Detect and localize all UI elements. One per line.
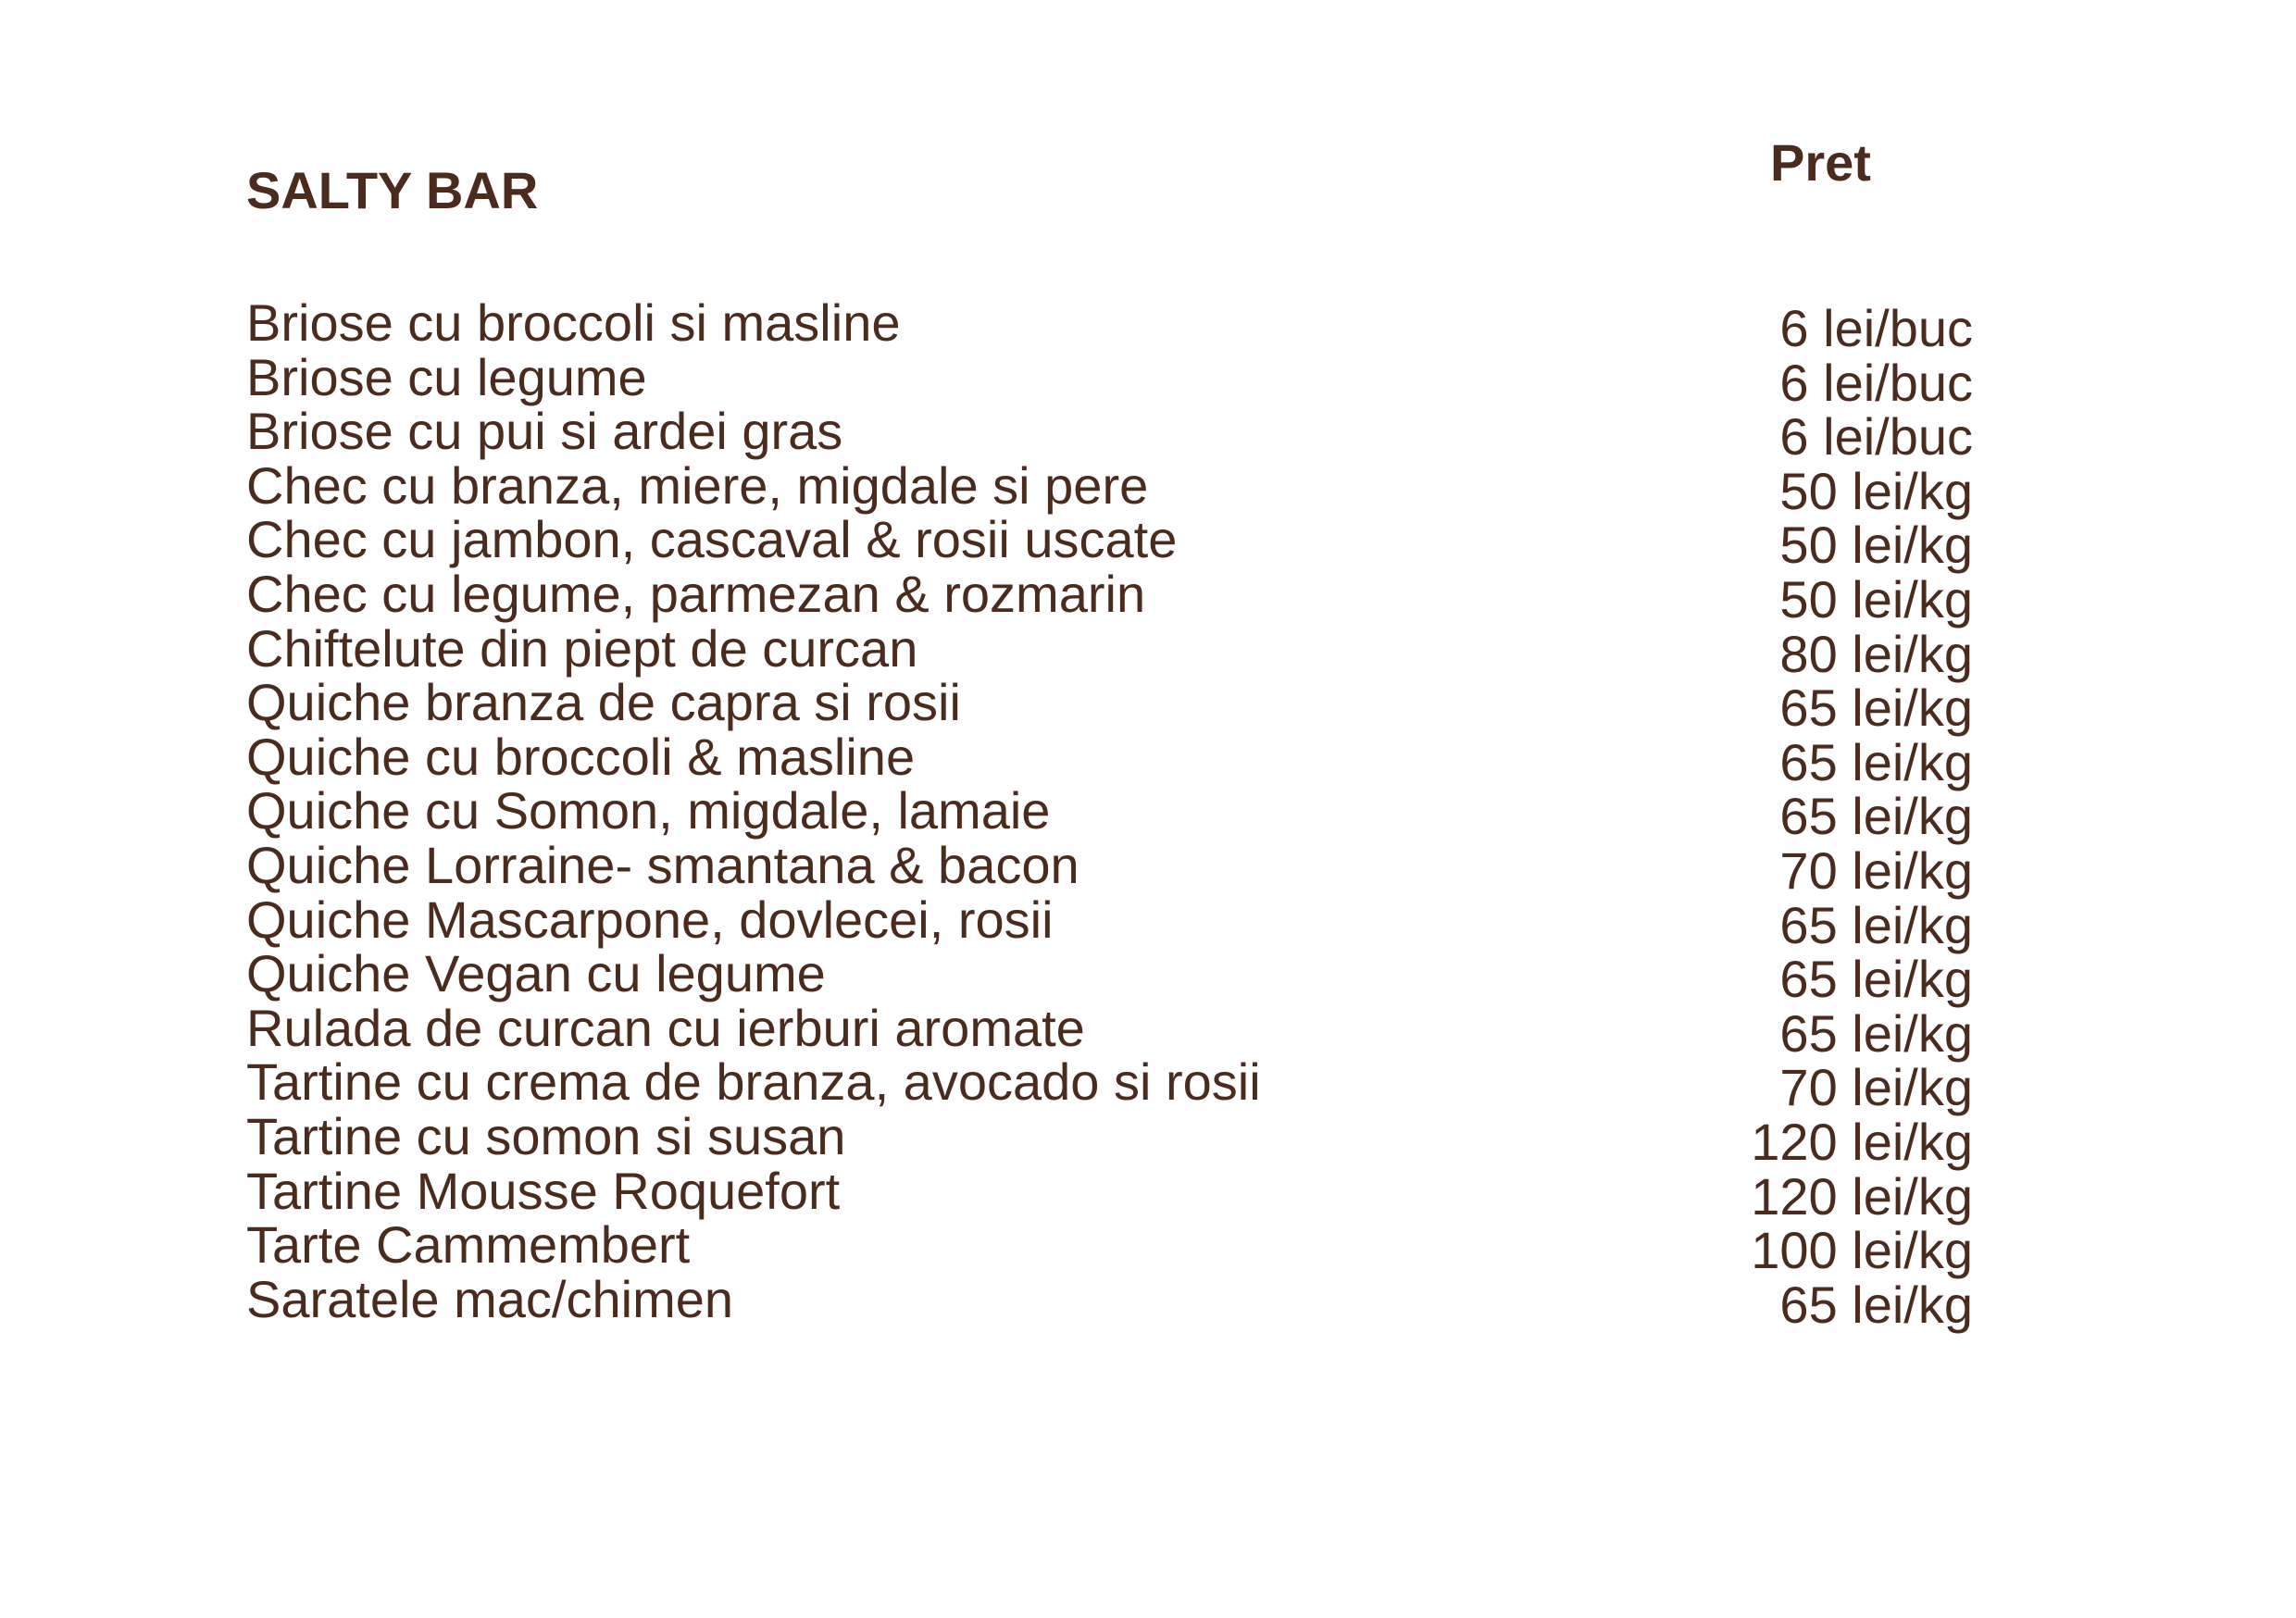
item-price: 65 lei/kg [1779,1003,1973,1063]
item-name: Quiche Mascarpone, dovlecei, rosii [246,890,1054,949]
item-name: Tarte Cammembert [246,1215,691,1275]
item-name: Tartine cu crema de branza, avocado si rosii [246,1052,1261,1112]
item-name: Tartine cu somon si susan [246,1106,846,1165]
menu-item [246,618,2005,683]
item-price: 50 lei/kg [1779,461,1973,520]
menu-item [246,727,2005,791]
item-price: 65 lei/kg [1779,732,1973,791]
item-price: 100 lei/kg [1751,1221,1973,1280]
item-price: 70 lei/kg [1779,840,1973,900]
item-name: Quiche cu broccoli & masline [246,727,916,786]
menu-item [246,455,2005,520]
menu-item [246,510,2005,575]
item-price: 65 lei/kg [1779,1275,1973,1334]
item-name: Briose cu pui si ardei gras [246,402,843,461]
item-name: Chiftelute din piept de curcan [246,618,918,678]
item-name: Chec cu jambon, cascaval & rosii uscate [246,510,1178,569]
menu-item [246,781,2005,846]
item-price: 50 lei/kg [1779,569,1973,629]
price-column-header: Pret [1770,133,1871,192]
item-name: Briose cu broccoli si masline [246,293,901,352]
item-name: Briose cu legume [246,347,647,406]
menu-item [246,347,2005,412]
item-price: 6 lei/buc [1779,407,1973,467]
menu-item [246,890,2005,954]
menu-item [246,944,2005,1009]
item-price: 6 lei/buc [1779,299,1973,357]
menu-item [246,673,2005,738]
item-price: 50 lei/kg [1779,516,1973,575]
item-price: 6 lei/buc [1779,353,1973,412]
menu-item [246,1052,2005,1117]
menu-item [246,998,2005,1063]
item-name: Quiche cu Somon, migdale, lamaie [246,781,1051,840]
item-price: 120 lei/kg [1751,1166,1973,1226]
item-name: Quiche Lorraine- smantana & bacon [246,835,1079,894]
menu-item-list [246,293,2005,1334]
menu-item [246,1106,2005,1171]
item-name: Chec cu branza, miere, migdale si pere [246,455,1149,515]
menu-item [246,402,2005,467]
item-price: 65 lei/kg [1779,678,1973,738]
item-name: Saratele mac/chimen [246,1269,734,1328]
menu-item [246,1269,2005,1334]
item-name: Chec cu legume, parmezan & rozmarin [246,564,1146,623]
menu-item [246,835,2005,900]
item-name: Rulada de curcan cu ierburi aromate [246,998,1085,1057]
menu-item [246,1215,2005,1280]
item-price: 65 lei/kg [1779,950,1973,1009]
menu-item [246,1161,2005,1226]
item-name: Quiche branza de capra si rosii [246,673,961,732]
item-price: 65 lei/kg [1779,895,1973,954]
item-name: Quiche Vegan cu legume [246,944,826,1003]
menu-item [246,564,2005,629]
item-price: 80 lei/kg [1779,624,1973,683]
menu-item [246,293,2005,357]
item-name: Tartine Mousse Roquefort [246,1161,841,1220]
item-price: 120 lei/kg [1751,1112,1973,1171]
item-price: 65 lei/kg [1779,787,1973,846]
item-price: 70 lei/kg [1779,1058,1973,1117]
menu-title: SALTY BAR [246,160,539,219]
